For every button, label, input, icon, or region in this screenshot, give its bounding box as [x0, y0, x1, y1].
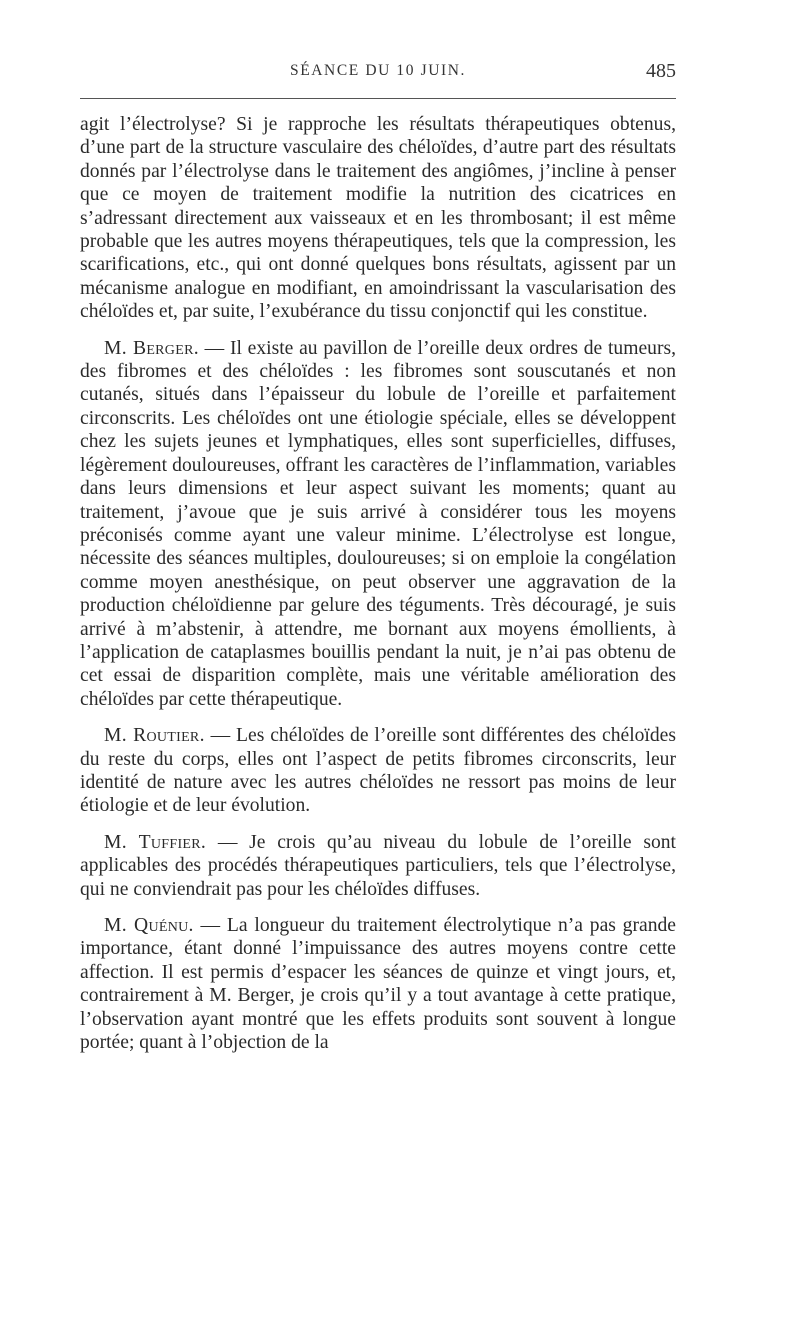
paragraph-text: agit l’électrolyse? Si je rapproche les résultats thérapeutiques obtenus, d’une part de la structure vasculaire des chéloïdes, d’autre part des résultats donnés par l’électrolyse dans le traitement des angiômes, j’incline à penser que ce moyen de traitement modifie la nutrition des cicatrices en s’adressant directement aux vaisseaux et en les thrombosant; il est même probable que les autres moyens thérapeutiques, tels que la compression, les scarifications, etc., qui ont donné quelques bons résultats, agissent par un mécanisme analogue en modifiant, en amoindrissant la vascularisation des chéloïdes et, par suite, l’exubérance du tissu conjonctif qui les constitue. — [80, 114, 676, 323]
page-header — [80, 62, 676, 90]
paragraph-continuation — [80, 113, 676, 324]
speaker-name: M. Berger. — [104, 337, 199, 359]
header-rule — [80, 98, 676, 99]
running-head: SÉANCE DU 10 JUIN. — [289, 62, 467, 79]
paragraph-tuffier — [80, 831, 676, 901]
body-text — [80, 113, 676, 1054]
paragraph-text: — Je crois qu’au niveau du lobule de l’oreille sont applicables des procédés thérapeutiques particuliers, tels que l’électrolyse, qui ne conviendrait pas pour les chéloïdes diffuses. — [80, 831, 676, 900]
speaker-name: M. Quénu. — [104, 915, 194, 936]
paragraph-text: — Les chéloïdes de l’oreille sont différentes des chéloïdes du reste du corps, elles ont l’aspect de petits fibromes circonscrits, leur identité de nature avec les autres chéloïdes ne ressort pas moins de leur étiologie et de leur évolution. — [80, 725, 676, 817]
speaker-name: M. Routier. — [104, 725, 205, 747]
speaker-name: M. Tuffier. — [104, 831, 207, 853]
paragraph-text: — La longueur du traitement électrolytique n’a pas grande importance, étant donné l’impuissance des autres moyens contre cette affection. Il est permis d’espacer les séances de quinze et vingt jours, et, contrairement à M. Berger, je crois qu’il y a tout avantage à cette pratique, l’observation ayant montré que les effets produits sont souvent à longue portée; quant à l’objection de la — [80, 915, 676, 1054]
paragraph-text: — Il existe au pavillon de l’oreille deux ordres de tumeurs, des fibromes et des chéloïdes : les fibromes sont souscutanés et non cutanés, situés dans l’épaisseur du lobule de l’oreille et parfaitement circonscrits. Les chéloïdes ont une étiologie spéciale, elles se développent chez les sujets jeunes et lymphatiques, elles sont superficielles, diffuses, légèrement douloureuses, offrant les caractères de l’inflammation, variables dans leurs dimensions et leur aspect suivant les moments; quant au traitement, j’avoue que je suis arrivé à considérer tous les moyens préconisés comme ayant une valeur minime. L’électrolyse est longue, nécessite des séances multiples, douloureuses; si on emploie la congélation comme moyen anesthésique, on peut observer une aggravation de la production chéloïdienne par gelure des téguments. Très découragé, je suis arrivé à m’abstenir, à attendre, me bornant aux moyens émollients, à l’application de cataplasmes bouillis pendant la nuit, je n’ai pas obtenu de cet essai de disparition complète, mais une véritable amélioration des chéloïdes par cette thérapeutique. — [80, 337, 677, 710]
paragraph-berger — [80, 337, 676, 712]
paragraph-quenu — [80, 914, 676, 1054]
page-number: 485 — [646, 60, 676, 82]
paragraph-routier — [80, 724, 676, 818]
